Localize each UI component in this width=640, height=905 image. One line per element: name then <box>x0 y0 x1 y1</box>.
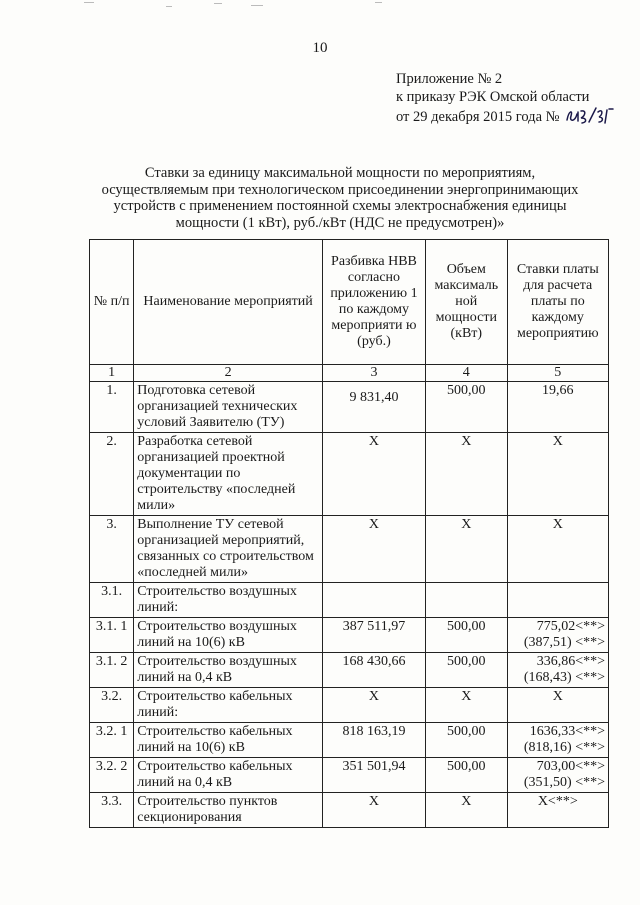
row-nvv: 387 511,97 <box>322 618 425 653</box>
row-num: 3.2. <box>90 688 134 723</box>
header-rate: Ставки платы для расчета платы по каждому мероприятию <box>507 240 608 365</box>
table-row <box>90 688 609 723</box>
row-volume <box>426 583 508 618</box>
table-row <box>90 758 609 793</box>
appendix-header <box>396 70 615 131</box>
column-index: 3 <box>322 365 425 382</box>
table-row <box>90 583 609 618</box>
row-rate: 703,00<**> (351,50) <**> <box>507 758 608 793</box>
row-num: 3.2. 1 <box>90 723 134 758</box>
row-volume: 500,00 <box>426 653 508 688</box>
row-nvv: X <box>322 688 425 723</box>
row-num: 3.1. 1 <box>90 618 134 653</box>
row-volume: 500,00 <box>426 382 508 433</box>
row-volume: 500,00 <box>426 618 508 653</box>
row-name: Разработка сетевой организацией проектной документации по строительству «последней мили» <box>134 433 323 516</box>
row-rate: 19,66 <box>507 382 608 433</box>
row-num: 3.1. 2 <box>90 653 134 688</box>
appendix-date-text: от 29 декабря 2015 года № <box>396 109 560 125</box>
row-rate: X<**> <box>507 793 608 828</box>
title-line: мощности (1 кВт), руб./кВт (НДС не предусмотрен)» <box>175 214 505 231</box>
column-index: 2 <box>134 365 323 382</box>
row-name: Выполнение ТУ сетевой организацией мероприятий, связанных со строительством «последней мили» <box>134 516 323 583</box>
header-volume: Объем максималь ной мощности (кВт) <box>426 240 508 365</box>
appendix-title: Приложение № 2 <box>396 71 503 87</box>
document-title <box>60 165 620 231</box>
row-volume: X <box>426 793 508 828</box>
row-nvv: X <box>322 433 425 516</box>
row-name: Строительство воздушных линий: <box>134 583 323 618</box>
row-rate <box>507 583 608 618</box>
row-volume: X <box>426 516 508 583</box>
table-row <box>90 433 609 516</box>
table-row <box>90 653 609 688</box>
appendix-order: к приказу РЭК Омской области <box>396 89 590 105</box>
table-row <box>90 382 609 433</box>
row-volume: X <box>426 688 508 723</box>
header-name: Наименование мероприятий <box>134 240 323 365</box>
row-rate: 1636,33<**> (818,16) <**> <box>507 723 608 758</box>
row-rate: X <box>507 516 608 583</box>
row-num: 3.3. <box>90 793 134 828</box>
scan-artifact <box>214 3 222 4</box>
row-name: Подготовка сетевой организацией технических условий Заявителю (ТУ) <box>134 382 323 433</box>
row-nvv <box>322 583 425 618</box>
row-num: 2. <box>90 433 134 516</box>
table-row <box>90 618 609 653</box>
row-nvv: 168 430,66 <box>322 653 425 688</box>
row-rate: 775,02<**> (387,51) <**> <box>507 618 608 653</box>
row-num: 3. <box>90 516 134 583</box>
table-row <box>90 516 609 583</box>
row-volume: 500,00 <box>426 723 508 758</box>
scan-artifact <box>251 5 263 6</box>
table-row <box>90 793 609 828</box>
row-name: Строительство кабельных линий: <box>134 688 323 723</box>
handwritten-order-number <box>565 106 615 131</box>
title-line: осуществляемым при технологическом присоединении энергопринимающих <box>101 181 579 198</box>
scan-artifact <box>166 6 172 7</box>
row-nvv: 9 831,40 <box>322 382 425 433</box>
row-name: Строительство кабельных линий на 0,4 кВ <box>134 758 323 793</box>
scan-artifact <box>375 2 382 3</box>
row-name: Строительство воздушных линий на 10(6) кВ <box>134 618 323 653</box>
scan-artifact <box>84 2 94 3</box>
row-nvv: 351 501,94 <box>322 758 425 793</box>
row-rate: X <box>507 433 608 516</box>
column-index-row <box>90 365 609 382</box>
row-nvv: X <box>322 516 425 583</box>
rates-table <box>89 239 609 828</box>
row-volume: X <box>426 433 508 516</box>
row-name: Строительство кабельных линий на 10(6) кВ <box>134 723 323 758</box>
row-rate: X <box>507 688 608 723</box>
header-num: № п/п <box>90 240 134 365</box>
row-nvv: X <box>322 793 425 828</box>
appendix-date <box>396 106 615 131</box>
table-header-row <box>90 240 609 365</box>
column-index: 5 <box>507 365 608 382</box>
row-num: 3.2. 2 <box>90 758 134 793</box>
page-number: 10 <box>312 40 328 56</box>
table-row <box>90 723 609 758</box>
row-volume: 500,00 <box>426 758 508 793</box>
header-nvv: Разбивка НВВ согласно приложению 1 по каждому мероприяти ю (руб.) <box>322 240 425 365</box>
row-num: 3.1. <box>90 583 134 618</box>
row-nvv: 818 163,19 <box>322 723 425 758</box>
row-name: Строительство пунктов секционирования <box>134 793 323 828</box>
row-rate: 336,86<**> (168,43) <**> <box>507 653 608 688</box>
column-index: 4 <box>426 365 508 382</box>
title-line: устройств с применением постоянной схемы электроснабжения единицы <box>113 198 567 214</box>
row-num: 1. <box>90 382 134 433</box>
column-index: 1 <box>90 365 134 382</box>
row-name: Строительство воздушных линий на 0,4 кВ <box>134 653 323 688</box>
title-line: Ставки за единицу максимальной мощности по мероприятиям, <box>144 165 536 181</box>
